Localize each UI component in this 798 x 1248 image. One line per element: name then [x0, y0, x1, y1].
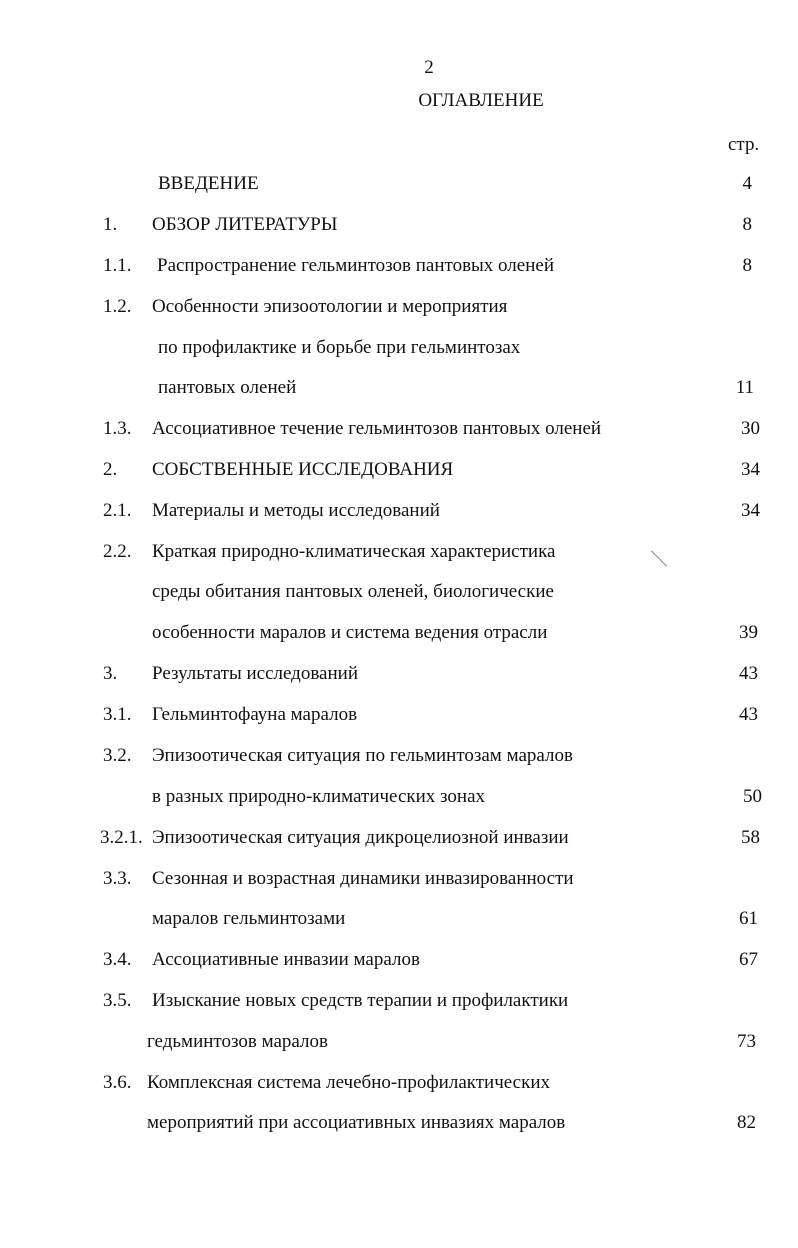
entry-page: 34	[741, 500, 760, 521]
entry-title: ОБЗОР ЛИТЕРАТУРЫ	[152, 214, 338, 235]
entry-page: 4	[742, 173, 752, 194]
entry-page: 43	[739, 663, 758, 684]
entry-number: 1.3.	[103, 418, 132, 439]
entry-page: 67	[739, 949, 758, 970]
entry-page: 8	[742, 255, 752, 276]
entry-title: Распространение гельминтозов пантовых оленей	[157, 255, 554, 276]
entry-title: ВВЕДЕНИЕ	[158, 173, 259, 194]
entry-title: Сезонная и возрастная динамики инвазированности	[152, 868, 574, 889]
entry-number: 2.1.	[103, 500, 132, 521]
toc-heading: ОГЛАВЛЕНИЕ	[418, 90, 544, 111]
scan-mark	[651, 550, 667, 566]
entry-title-continuation: особенности маралов и система ведения отрасли	[152, 622, 548, 643]
entry-title: СОБСТВЕННЫЕ ИССЛЕДОВАНИЯ	[152, 459, 454, 480]
entry-page: 61	[739, 908, 758, 929]
entry-number: 3.	[103, 663, 118, 684]
entry-number: 3.6.	[103, 1072, 132, 1093]
entry-title: Изыскание новых средств терапии и профилактики	[152, 990, 569, 1011]
entry-page: 8	[742, 214, 752, 235]
entry-title: Материалы и методы исследований	[152, 500, 440, 521]
entry-page: 34	[741, 459, 760, 480]
entry-page: 58	[741, 827, 760, 848]
page-number: 2	[424, 57, 434, 78]
entry-title: Ассоциативное течение гельминтозов пантовых оленей	[152, 418, 602, 439]
entry-title: Эпизоотическая ситуация по гельминтозам маралов	[152, 745, 573, 766]
entry-number: 3.3.	[103, 868, 132, 889]
entry-number: 3.2.1.	[100, 827, 143, 848]
entry-number: 2.	[103, 459, 118, 480]
entry-number: 3.2.	[103, 745, 132, 766]
entry-page: 30	[741, 418, 760, 439]
page-column-label: стр.	[728, 134, 760, 155]
entry-number: 3.1.	[103, 704, 132, 725]
entry-number: 2.2.	[103, 541, 132, 562]
entry-title-continuation: пантовых оленей	[158, 377, 297, 398]
entry-page: 43	[739, 704, 758, 725]
entry-title-continuation: по профилактике и борьбе при гельминтозах	[158, 337, 521, 358]
entry-number: 3.5.	[103, 990, 132, 1011]
entry-number: 1.	[103, 214, 118, 235]
entry-title-continuation: маралов гельминтозами	[152, 908, 346, 929]
entry-number: 3.4.	[103, 949, 132, 970]
entry-page: 82	[737, 1112, 756, 1133]
entry-page: 11	[735, 377, 754, 398]
entry-title: Гельминтофауна маралов	[152, 704, 358, 725]
entry-title: Краткая природно-климатическая характеристика	[152, 541, 556, 562]
entry-title: Особенности эпизоотологии и мероприятия	[152, 296, 508, 317]
entry-page: 50	[743, 786, 762, 807]
entry-title-continuation: мероприятий при ассоциативных инвазиях маралов	[147, 1112, 566, 1133]
entry-number: 1.2.	[103, 296, 132, 317]
entry-title-continuation: среды обитания пантовых оленей, биологические	[152, 581, 554, 602]
entry-title-continuation: в разных природно-климатических зонах	[152, 786, 486, 807]
entry-title: Результаты исследований	[152, 663, 358, 684]
entry-title-continuation: гедьминтозов маралов	[147, 1031, 328, 1052]
entry-title: Эпизоотическая ситуация дикроцелиозной инвазии	[152, 827, 569, 848]
entry-title: Ассоциативные инвазии маралов	[152, 949, 420, 970]
entry-title: Комплексная система лечебно-профилактических	[147, 1072, 550, 1093]
entry-page: 39	[739, 622, 758, 643]
entry-number: 1.1.	[103, 255, 132, 276]
entry-page: 73	[737, 1031, 756, 1052]
